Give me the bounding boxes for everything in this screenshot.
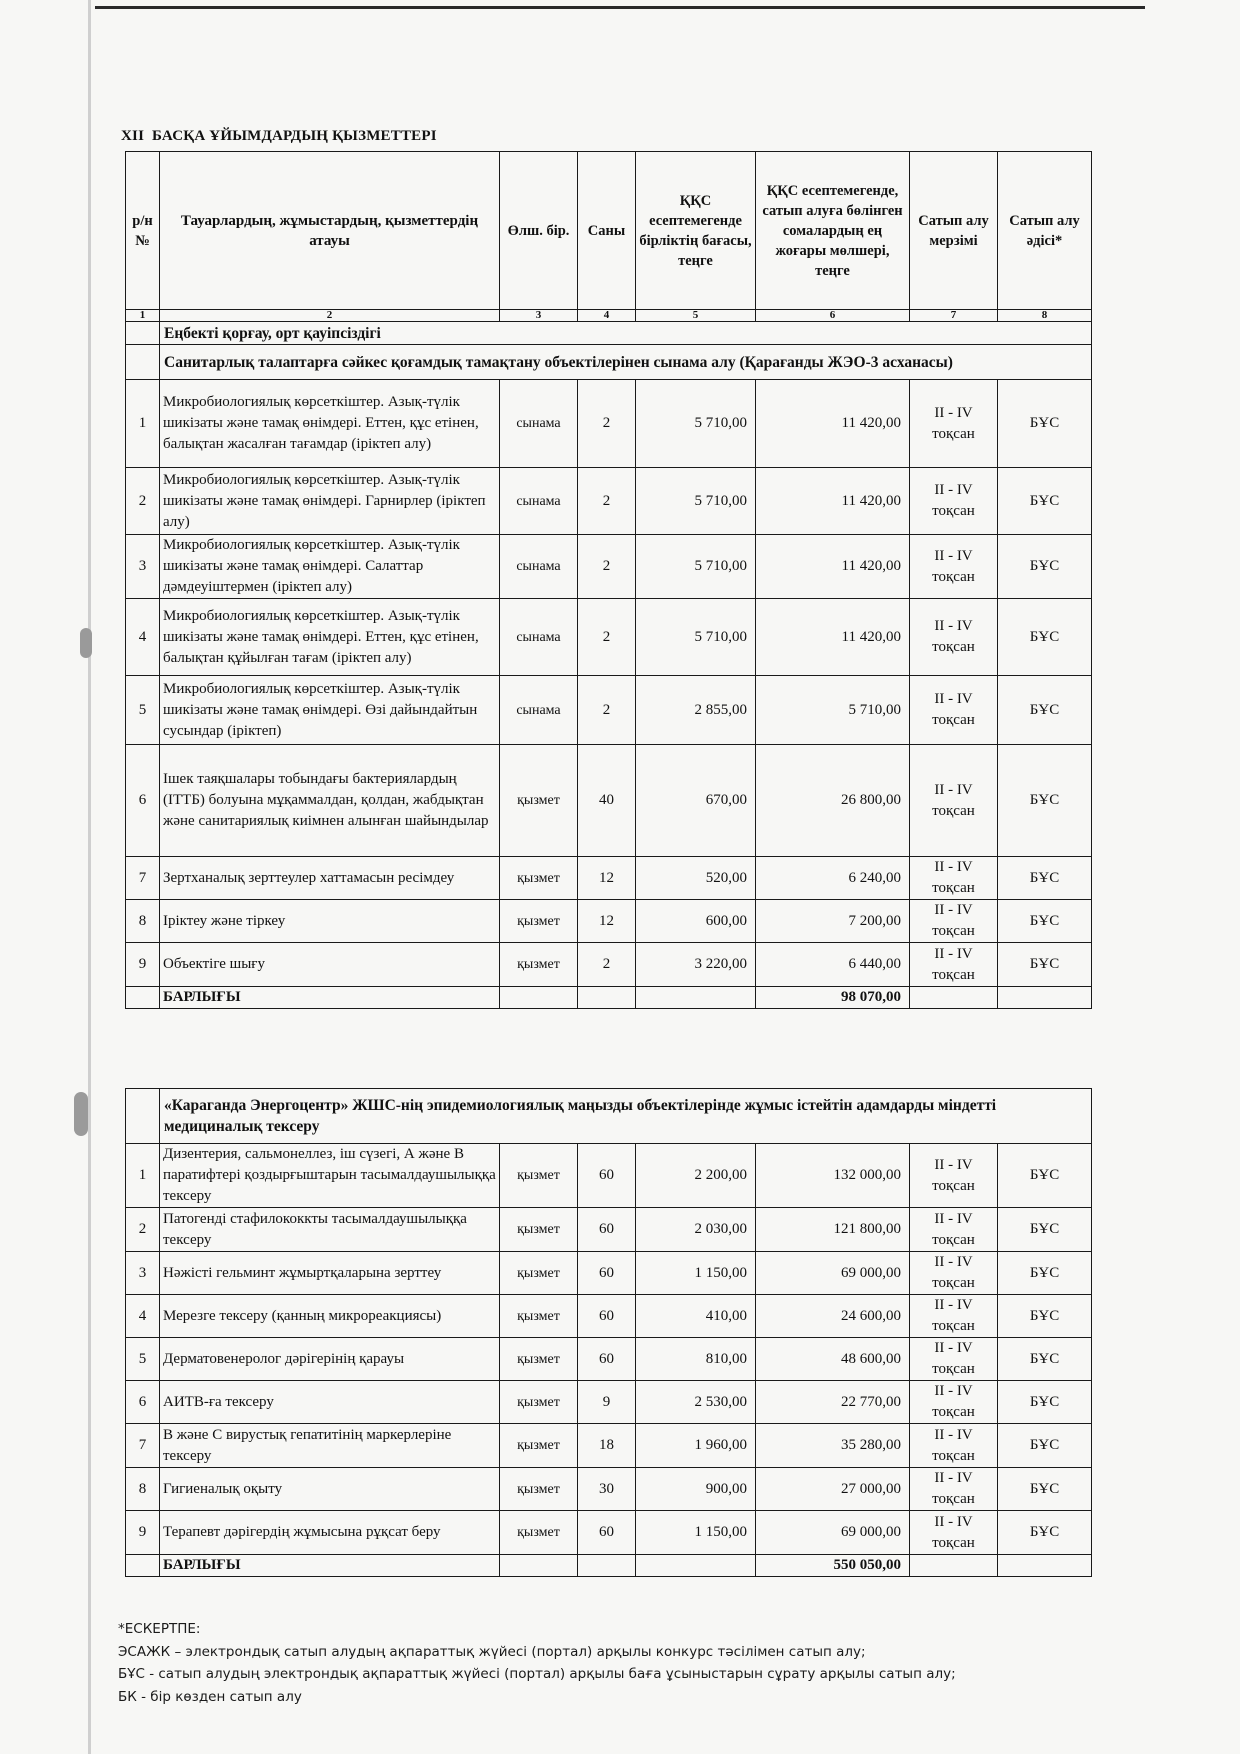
item-unit-price: 2 530,00: [636, 1381, 756, 1424]
row-number: 7: [126, 857, 160, 900]
item-unit: қызмет: [500, 1208, 578, 1252]
row-number: 1: [126, 1144, 160, 1208]
table-row: [126, 1208, 1092, 1252]
item-quantity: 2: [578, 599, 636, 676]
item-sum: 132 000,00: [756, 1144, 910, 1208]
row-number: 2: [126, 468, 160, 535]
item-sum: 69 000,00: [756, 1252, 910, 1295]
item-quantity: 60: [578, 1511, 636, 1555]
section-number: XII: [121, 128, 145, 144]
row-number: 6: [126, 745, 160, 857]
item-unit-price: 2 030,00: [636, 1208, 756, 1252]
item-name: Ішек таяқшалары тобындағы бактериялардың (ІТТБ) болуына мұқаммалдан, қолдан, жабдықтан және санитариялық киімнен алынған шайындылар: [160, 745, 500, 857]
item-method: БҰС: [998, 535, 1092, 599]
item-unit-price: 2 855,00: [636, 676, 756, 745]
item-sum: 11 420,00: [756, 535, 910, 599]
row-number: 2: [126, 1208, 160, 1252]
item-quantity: 2: [578, 380, 636, 468]
group-row: [126, 1089, 1092, 1144]
item-method: БҰС: [998, 1511, 1092, 1555]
header-unit: Өлш. бір.: [500, 152, 578, 310]
item-period: II - IV тоқсан: [910, 1468, 998, 1511]
column-number: 1: [126, 310, 160, 322]
item-unit: қызмет: [500, 943, 578, 987]
footnotes: [118, 1618, 956, 1708]
item-unit-price: 5 710,00: [636, 535, 756, 599]
item-sum: 11 420,00: [756, 599, 910, 676]
item-period: II - IV тоқсан: [910, 745, 998, 857]
services-table-1: [125, 151, 1092, 1009]
item-period: II - IV тоқсан: [910, 900, 998, 943]
item-method: БҰС: [998, 1295, 1092, 1338]
item-unit-price: 520,00: [636, 857, 756, 900]
item-method: БҰС: [998, 599, 1092, 676]
header-method: Сатып алу әдісі*: [998, 152, 1092, 310]
footnote-line: БК - бір көзден сатып алу: [118, 1688, 302, 1705]
total-label: БАРЛЫҒЫ: [160, 987, 500, 1009]
item-name: Микробиологиялық көрсеткіштер. Азық-түлік шикізаты және тамақ өнімдері. Өзі дайындайтын сусындар (іріктеп): [160, 676, 500, 745]
services-table-2: [125, 1088, 1092, 1577]
item-unit: сынама: [500, 676, 578, 745]
item-unit: қызмет: [500, 1511, 578, 1555]
table-row: [126, 1381, 1092, 1424]
table-row: [126, 1424, 1092, 1468]
item-unit: қызмет: [500, 1252, 578, 1295]
table-row: [126, 1144, 1092, 1208]
table-1-body: [126, 380, 1092, 987]
item-name: Нәжісті гельминт жұмыртқаларына зерттеу: [160, 1252, 500, 1295]
row-number: 9: [126, 943, 160, 987]
column-number: 4: [578, 310, 636, 322]
item-method: БҰС: [998, 380, 1092, 468]
table-row: [126, 380, 1092, 468]
row-number: 5: [126, 1338, 160, 1381]
item-unit: сынама: [500, 599, 578, 676]
category-row: [126, 322, 1092, 345]
item-period: II - IV тоқсан: [910, 380, 998, 468]
punch-hole: [74, 1092, 88, 1136]
item-period: II - IV тоқсан: [910, 1252, 998, 1295]
item-unit: қызмет: [500, 1381, 578, 1424]
item-period: II - IV тоқсан: [910, 535, 998, 599]
row-number: 1: [126, 380, 160, 468]
item-sum: 5 710,00: [756, 676, 910, 745]
table-row: [126, 599, 1092, 676]
item-unit-price: 1 150,00: [636, 1252, 756, 1295]
item-unit: қызмет: [500, 745, 578, 857]
item-unit-price: 3 220,00: [636, 943, 756, 987]
item-quantity: 9: [578, 1381, 636, 1424]
table-row: [126, 535, 1092, 599]
item-name: Дизентерия, сальмонеллез, іш сүзегі, А және В паратифтері қоздырғыштарын тасымалдаушылыққа тексеру: [160, 1144, 500, 1208]
item-sum: 6 240,00: [756, 857, 910, 900]
item-quantity: 2: [578, 535, 636, 599]
header-unit-price: ҚҚС есептемегенде бірліктің бағасы, теңге: [636, 152, 756, 310]
item-quantity: 30: [578, 1468, 636, 1511]
footnote-title: *ЕСКЕРТПЕ:: [118, 1621, 201, 1637]
table-row: [126, 468, 1092, 535]
item-sum: 11 420,00: [756, 468, 910, 535]
row-number: 8: [126, 900, 160, 943]
item-name: Мерезге тексеру (қанның микрореакциясы): [160, 1295, 500, 1338]
item-sum: 24 600,00: [756, 1295, 910, 1338]
item-unit: сынама: [500, 380, 578, 468]
item-quantity: 60: [578, 1252, 636, 1295]
row-number: 4: [126, 599, 160, 676]
row-number: 4: [126, 1295, 160, 1338]
item-name: Микробиологиялық көрсеткіштер. Азық-түлік шикізаты және тамақ өнімдері. Еттен, құс етінен, балықтан жасалған тағамдар (іріктеп алу): [160, 380, 500, 468]
item-name: В және С вирустық гепатитінің маркерлеріне тексеру: [160, 1424, 500, 1468]
item-quantity: 12: [578, 900, 636, 943]
item-method: БҰС: [998, 1144, 1092, 1208]
item-period: II - IV тоқсан: [910, 1295, 998, 1338]
item-unit: қызмет: [500, 1424, 578, 1468]
item-unit: сынама: [500, 535, 578, 599]
item-sum: 11 420,00: [756, 380, 910, 468]
table-row: [126, 745, 1092, 857]
item-period: II - IV тоқсан: [910, 676, 998, 745]
table-header-row: [126, 152, 1092, 310]
section-title: [121, 128, 437, 145]
column-number: 5: [636, 310, 756, 322]
footnote-line: БҰС - сатып алудың электрондық ақпараттық жүйесі (портал) арқылы баға ұсыныстарын сұрату арқылы сатып алу;: [118, 1666, 956, 1682]
item-period: II - IV тоқсан: [910, 1208, 998, 1252]
total-row: [126, 1555, 1092, 1577]
row-number: 7: [126, 1424, 160, 1468]
item-name: Микробиологиялық көрсеткіштер. Азық-түлік шикізаты және тамақ өнімдері. Салаттар дәмдеуіштермен (іріктеп алу): [160, 535, 500, 599]
item-period: II - IV тоқсан: [910, 1424, 998, 1468]
table-row: [126, 900, 1092, 943]
item-name: Терапевт дәрігердің жұмысына рұқсат беру: [160, 1511, 500, 1555]
header-max-sum: ҚҚС есептемегенде, сатып алуға бөлінген сомалардың ең жоғары мөлшері, теңге: [756, 152, 910, 310]
column-number: 3: [500, 310, 578, 322]
item-name: Патогенді стафилококкты тасымалдаушылыққа тексеру: [160, 1208, 500, 1252]
item-name: Микробиологиялық көрсеткіштер. Азық-түлік шикізаты және тамақ өнімдері. Гарнирлер (іріктеп алу): [160, 468, 500, 535]
item-unit: қызмет: [500, 857, 578, 900]
item-unit-price: 410,00: [636, 1295, 756, 1338]
item-method: БҰС: [998, 943, 1092, 987]
item-period: II - IV тоқсан: [910, 1511, 998, 1555]
item-sum: 27 000,00: [756, 1468, 910, 1511]
item-name: Дерматовенеролог дәрігерінің қарауы: [160, 1338, 500, 1381]
item-quantity: 2: [578, 468, 636, 535]
section-title-text: БАСҚА ҰЙЫМДАРДЫҢ ҚЫЗМЕТТЕРІ: [152, 128, 437, 144]
table-row: [126, 1338, 1092, 1381]
column-number: 6: [756, 310, 910, 322]
item-unit-price: 1 960,00: [636, 1424, 756, 1468]
item-unit-price: 600,00: [636, 900, 756, 943]
item-sum: 26 800,00: [756, 745, 910, 857]
item-quantity: 60: [578, 1338, 636, 1381]
item-sum: 6 440,00: [756, 943, 910, 987]
item-unit-price: 900,00: [636, 1468, 756, 1511]
header-quantity: Саны: [578, 152, 636, 310]
item-method: БҰС: [998, 676, 1092, 745]
table-row: [126, 857, 1092, 900]
item-method: БҰС: [998, 1424, 1092, 1468]
item-unit-price: 5 710,00: [636, 380, 756, 468]
group-title: Санитарлық талаптарға сәйкес қоғамдық тамақтану объектілерінен сынама алу (Қарағанды ЖЭО-3 асханасы): [160, 345, 1092, 380]
item-unit: қызмет: [500, 900, 578, 943]
row-number: 8: [126, 1468, 160, 1511]
header-name: Тауарлардың, жұмыстардың, қызметтердің атауы: [160, 152, 500, 310]
item-name: Микробиологиялық көрсеткіштер. Азық-түлік шикізаты және тамақ өнімдері. Еттен, құс етінен, балықтан құйылған тағам (іріктеп алу): [160, 599, 500, 676]
item-quantity: 60: [578, 1144, 636, 1208]
group-row: [126, 345, 1092, 380]
column-number-row: [126, 310, 1092, 322]
table-2-body: [126, 1144, 1092, 1555]
item-unit: қызмет: [500, 1295, 578, 1338]
item-quantity: 40: [578, 745, 636, 857]
item-period: II - IV тоқсан: [910, 468, 998, 535]
item-name: Зертханалық зерттеулер хаттамасын ресімдеу: [160, 857, 500, 900]
item-method: БҰС: [998, 1381, 1092, 1424]
column-number: 7: [910, 310, 998, 322]
item-sum: 69 000,00: [756, 1511, 910, 1555]
item-unit-price: 5 710,00: [636, 599, 756, 676]
header-row-number: р/н №: [126, 152, 160, 310]
item-quantity: 2: [578, 676, 636, 745]
header-period: Сатып алу мерзімі: [910, 152, 998, 310]
item-name: Объектіге шығу: [160, 943, 500, 987]
item-unit-price: 1 150,00: [636, 1511, 756, 1555]
item-unit: қызмет: [500, 1144, 578, 1208]
total-value: 98 070,00: [756, 987, 910, 1009]
item-quantity: 18: [578, 1424, 636, 1468]
row-number: 5: [126, 676, 160, 745]
item-quantity: 12: [578, 857, 636, 900]
group-title: «Караганда Энергоцентр» ЖШС-нің эпидемиологиялық маңызды объектілерінде жұмыс істейтін адамдарды міндетті медициналық тексеру: [160, 1089, 1092, 1144]
item-method: БҰС: [998, 900, 1092, 943]
item-method: БҰС: [998, 1208, 1092, 1252]
item-sum: 48 600,00: [756, 1338, 910, 1381]
total-label: БАРЛЫҒЫ: [160, 1555, 500, 1577]
row-number: 9: [126, 1511, 160, 1555]
footnote-line: ЭСАЖК – электрондық сатып алудың ақпараттық жүйесі (портал) арқылы конкурс тәсілімен сатып алу;: [118, 1643, 866, 1660]
item-sum: 22 770,00: [756, 1381, 910, 1424]
item-period: II - IV тоқсан: [910, 1338, 998, 1381]
row-number: 6: [126, 1381, 160, 1424]
item-quantity: 60: [578, 1208, 636, 1252]
punch-hole: [80, 628, 92, 658]
item-period: II - IV тоқсан: [910, 943, 998, 987]
item-period: II - IV тоқсан: [910, 857, 998, 900]
item-period: II - IV тоқсан: [910, 599, 998, 676]
total-value: 550 050,00: [756, 1555, 910, 1577]
item-name: Іріктеу және тіркеу: [160, 900, 500, 943]
item-period: II - IV тоқсан: [910, 1144, 998, 1208]
item-unit-price: 5 710,00: [636, 468, 756, 535]
item-quantity: 60: [578, 1295, 636, 1338]
column-number: 2: [160, 310, 500, 322]
item-name: Гигиеналық оқыту: [160, 1468, 500, 1511]
table-row: [126, 676, 1092, 745]
item-sum: 121 800,00: [756, 1208, 910, 1252]
item-quantity: 2: [578, 943, 636, 987]
item-unit-price: 2 200,00: [636, 1144, 756, 1208]
item-unit-price: 670,00: [636, 745, 756, 857]
item-method: БҰС: [998, 1468, 1092, 1511]
page-edge: [88, 0, 91, 1754]
item-unit-price: 810,00: [636, 1338, 756, 1381]
item-sum: 7 200,00: [756, 900, 910, 943]
total-row: [126, 987, 1092, 1009]
item-sum: 35 280,00: [756, 1424, 910, 1468]
item-period: II - IV тоқсан: [910, 1381, 998, 1424]
table-row: [126, 1511, 1092, 1555]
row-number: 3: [126, 1252, 160, 1295]
item-method: БҰС: [998, 1252, 1092, 1295]
item-method: БҰС: [998, 468, 1092, 535]
item-method: БҰС: [998, 1338, 1092, 1381]
table-row: [126, 1252, 1092, 1295]
row-number: 3: [126, 535, 160, 599]
item-unit: қызмет: [500, 1338, 578, 1381]
item-unit: қызмет: [500, 1468, 578, 1511]
item-unit: сынама: [500, 468, 578, 535]
category-title: Еңбекті қорғау, орт қауіпсіздігі: [160, 322, 1092, 345]
page-top-rule: [95, 6, 1145, 9]
table-row: [126, 943, 1092, 987]
table-row: [126, 1295, 1092, 1338]
item-method: БҰС: [998, 745, 1092, 857]
item-method: БҰС: [998, 857, 1092, 900]
table-row: [126, 1468, 1092, 1511]
item-name: АИТВ-ға тексеру: [160, 1381, 500, 1424]
column-number: 8: [998, 310, 1092, 322]
